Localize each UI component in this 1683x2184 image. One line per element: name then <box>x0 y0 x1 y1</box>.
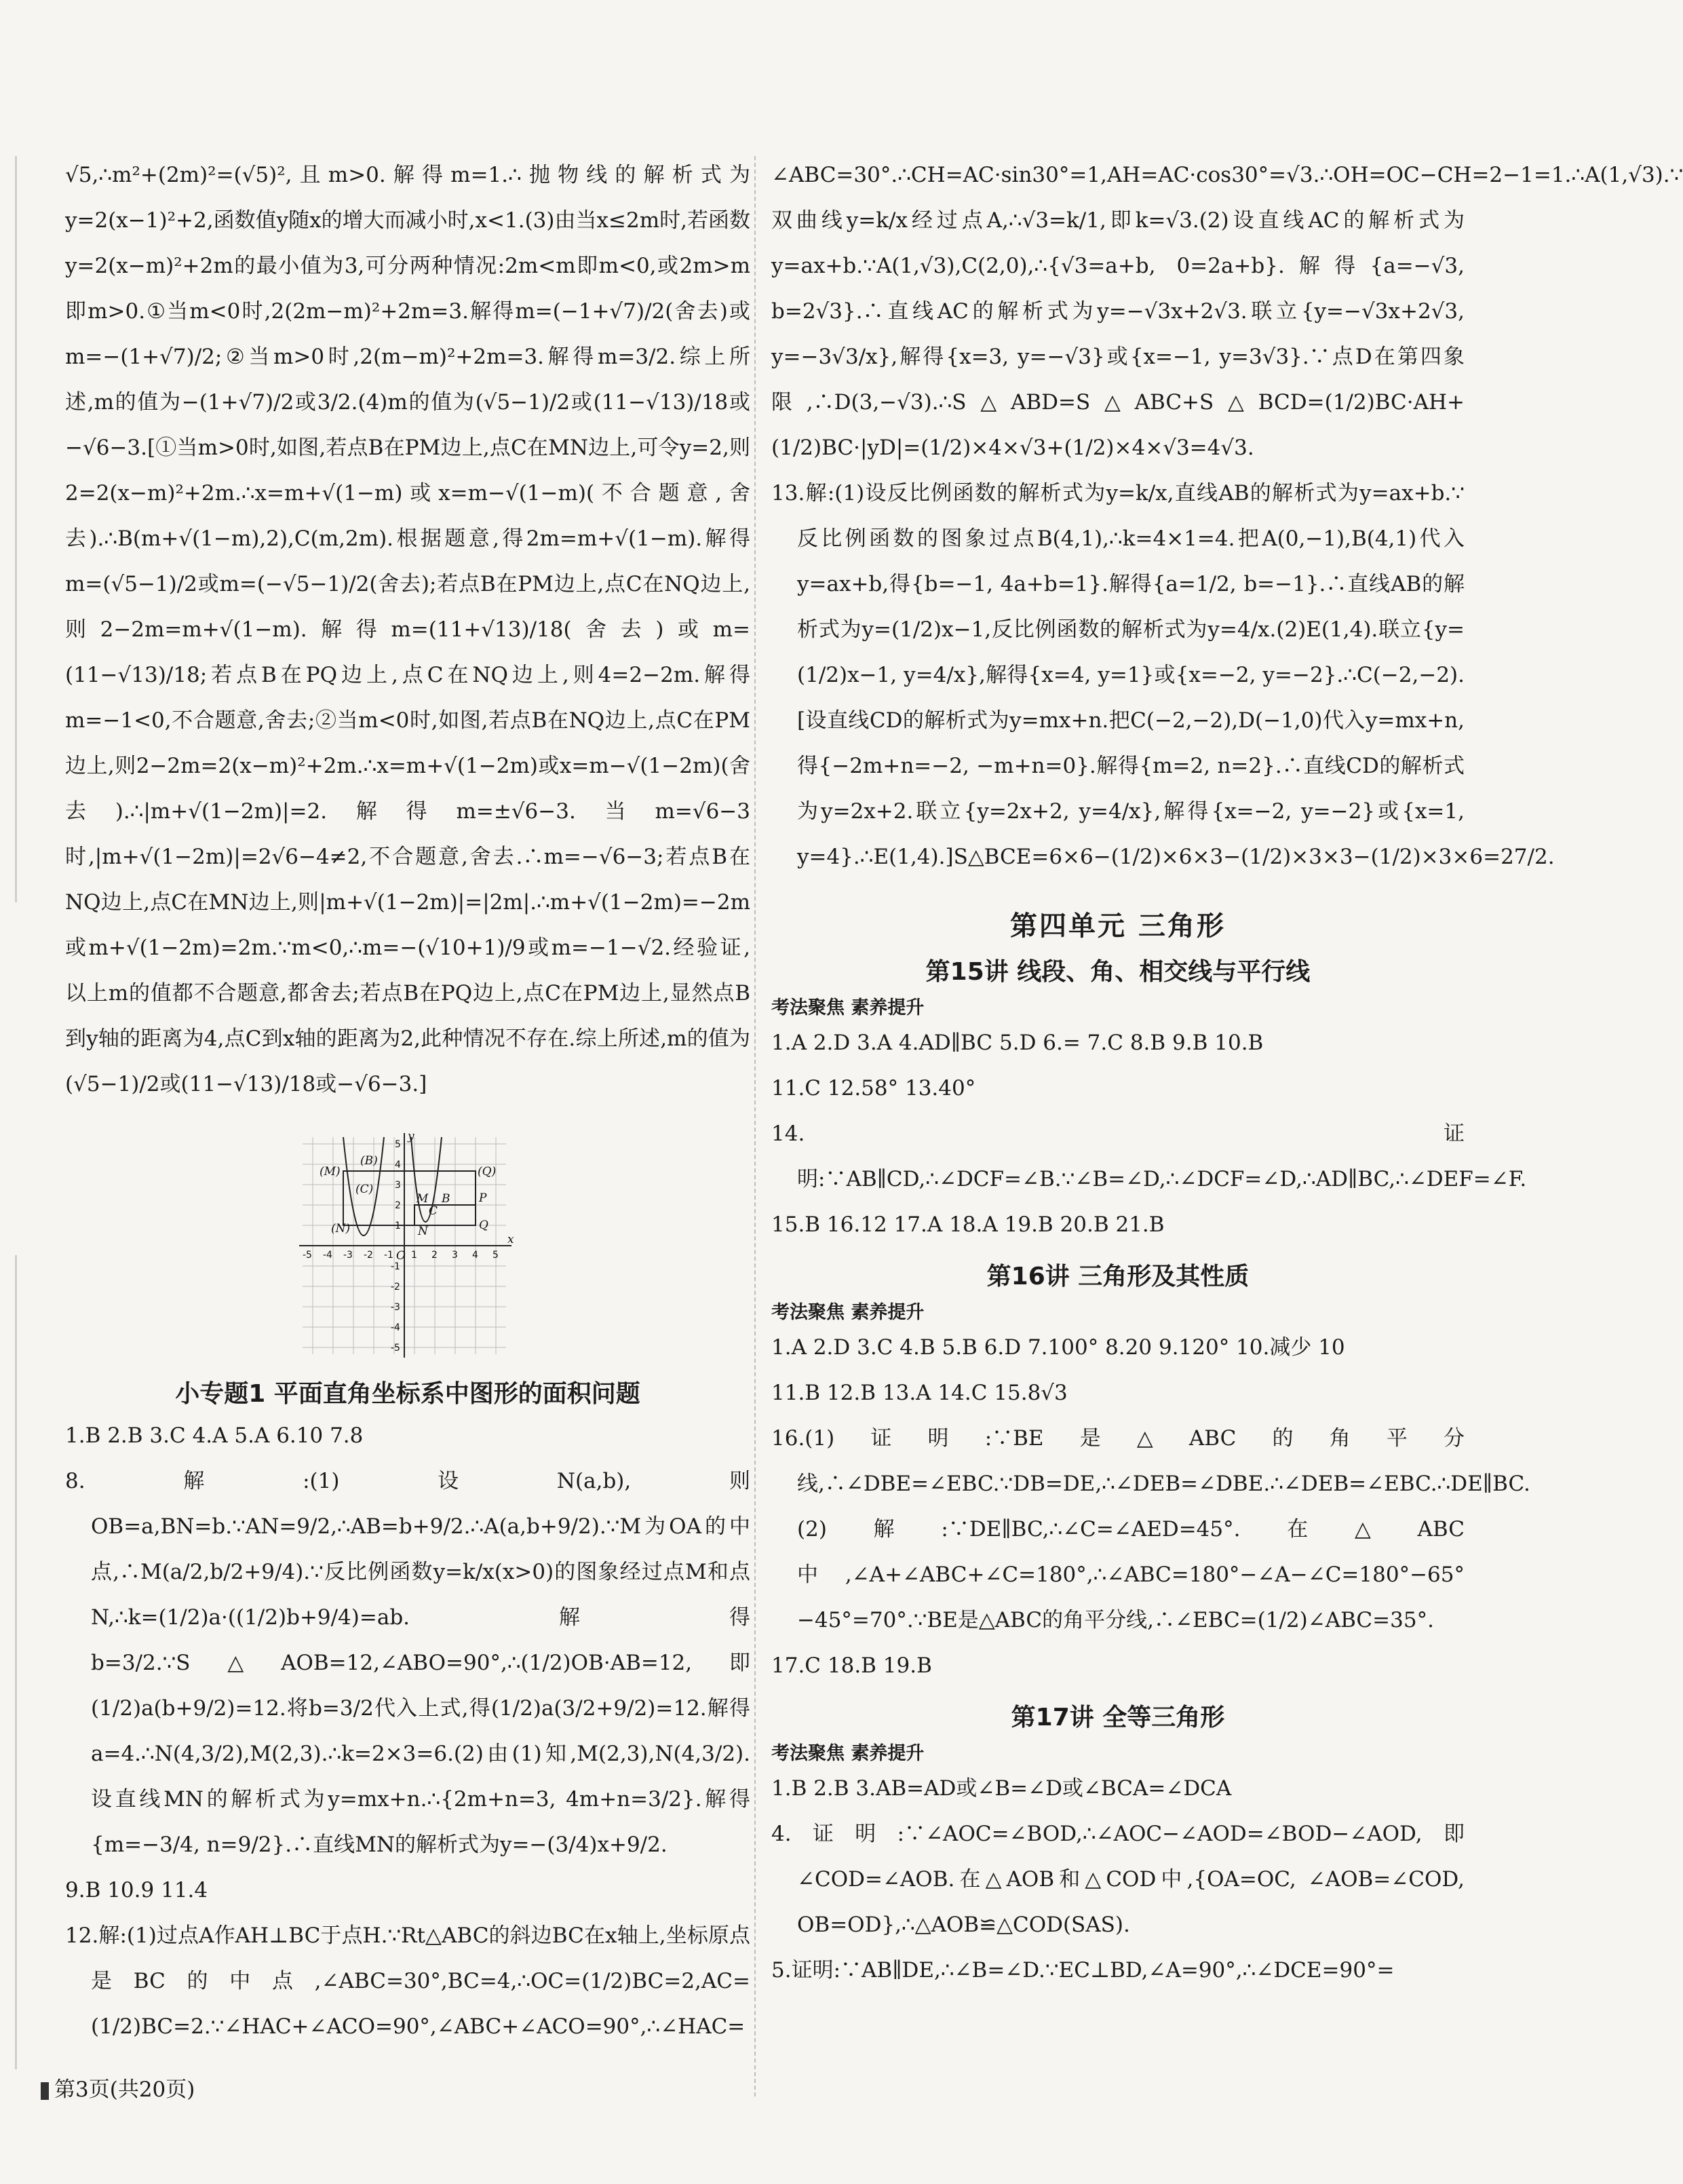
label-axis-y: y <box>408 1130 414 1143</box>
answer-line: 11.C 12.58° 13.40° <box>771 1076 976 1100</box>
y-tick: -2 <box>391 1282 400 1292</box>
label-b-alt: (B) <box>360 1154 378 1168</box>
lecture-17-title: 第17讲 全等三角形 <box>1011 1704 1225 1731</box>
answer-paragraph: 13.解:(1)设反比例函数的解析式为y=k/x,直线AB的解析式为y=ax+b.∵反比例函数的图象过点B(4,1),∴k=4×1=4.把A(0,−1),B(4,1)代入y=ax+b,得{b=−1, 4a+b=1}.解得{a=1/2, b=−1}.∴直线AB的解析式为y=(1/2)x−1,反比例函数的解析式为y=4/x.(2)E(1,4).联立{y=(1/2)x−1, y=4/x},解得{x=4, y=1}或{x=−2, y=−2}.∴C(−2,−2).[设直线CD的解析式为y=mx+n.把C(−2,−2),D(−1,0)代入y=mx+n,得{−2m+n=−2, −m+n=0}.解得{m=2, n=2}.∴直线CD的解析式为y=2x+2.联立{y=2x+2, y=4/x},解得{x=−2, y=−2}或{x=1, y=4}.∴E(1,4).]S△BCE=6×6−(1/2)×6×3−(1/2)×3×3−(1/2)×3×6=27/2. <box>771 481 1555 869</box>
x-tick: -1 <box>384 1250 393 1261</box>
topic-title: 小专题1 平面直角坐标系中图形的面积问题 <box>175 1380 640 1408</box>
answer-paragraph: 4.证明:∵∠AOC=∠BOD,∴∠AOC−∠AOD=∠BOD−∠AOD,即∠COD=∠AOB.在△AOB和△COD中,{OA=OC, ∠AOB=∠COD, OB=OD},∴△AOB≌△COD(SAS). <box>771 1822 1465 1937</box>
label-c-alt: (C) <box>355 1183 374 1196</box>
y-tick: 1 <box>395 1221 401 1231</box>
y-tick: -3 <box>391 1302 400 1313</box>
label-b: B <box>442 1192 450 1206</box>
answer-paragraph: 5.证明:∵AB∥DE,∴∠B=∠D.∵EC⊥BD,∠A=90°,∴∠DCE=90°= <box>771 1958 1395 1982</box>
y-tick: -1 <box>391 1261 400 1272</box>
answer-line: 17.C 18.B 19.B <box>771 1653 932 1678</box>
x-tick: 2 <box>431 1250 438 1261</box>
label-n: N <box>418 1225 428 1238</box>
page-footer <box>41 2072 195 2103</box>
label-q: Q <box>479 1219 488 1232</box>
label-c: C <box>429 1204 438 1218</box>
x-tick: -4 <box>323 1250 332 1261</box>
y-tick: 3 <box>395 1180 401 1191</box>
x-tick: -3 <box>343 1250 353 1261</box>
y-tick: 5 <box>395 1139 401 1150</box>
unit-title: 第四单元 三角形 <box>1010 911 1226 942</box>
page-number: 第3页(共20页) <box>54 2077 195 2102</box>
rectangle-inner <box>414 1205 476 1225</box>
x-tick: 4 <box>472 1250 478 1261</box>
label-origin: O <box>396 1249 406 1263</box>
x-tick: 5 <box>492 1250 499 1261</box>
answer-line: 1.A 2.D 3.A 4.AD∥BC 5.D 6.= 7.C 8.B 9.B 10.B <box>771 1031 1264 1055</box>
answer-paragraph: 12.解:(1)过点A作AH⊥BC于点H.∵Rt△ABC的斜边BC在x轴上,坐标原点是BC的中点,∠ABC=30°,BC=4,∴OC=(1/2)BC=2,AC=(1/2)BC=2.∵∠HAC+∠ACO=90°,∠ABC+∠ACO=90°,∴∠HAC= <box>65 1923 750 2039</box>
binding-edge-mark <box>15 156 17 902</box>
answer-paragraph: √5,∴m²+(2m)²=(√5)²,且m>0.解得m=1.∴抛物线的解析式为y=2(x−1)²+2,函数值y随x的增大而减小时,x<1.(3)由当x≤2m时,若函数y=2(x−m)²+2m的最小值为3,可分两种情况:2m<m即m<0,或2m>m即m>0.①当m<0时,2(2m−m)²+2m=3.解得m=(−1+√7)/2(舍去)或m=−(1+√7)/2;②当m>0时,2(m−m)²+2m=3.解得m=3/2.综上所述,m的值为−(1+√7)/2或3/2.(4)m的值为(√5−1)/2或(11−√13)/18或−√6−3.[①当m>0时,如图,若点B在PM边上,点C在MN边上,可令y=2,则2=2(x−m)²+2m.∴x=m+√(1−m)或x=m−√(1−m)(不合题意,舍去).∴B(m+√(1−m),2),C(m,2m).根据题意,得2m=m+√(1−m).解得m=(√5−1)/2或m=(−√5−1)/2(舍去);若点B在PM边上,点C在NQ边上,则2−2m=m+√(1−m).解得m=(11+√13)/18(舍去)或m=(11−√13)/18;若点B在PQ边上,点C在NQ边上,则4=2−2m.解得m=−1<0,不合题意,舍去;②当m<0时,如图,若点B在NQ边上,点C在PM边上,则2−2m=2(x−m)²+2m.∴x=m+√(1−2m)或x=m−√(1−2m)(舍去).∴|m+√(1−2m)|=2.解得m=±√6−3.当m=√6−3时,|m+√(1−2m)|=2√6−4≠2,不合题意,舍去.∴m=−√6−3;若点B在NQ边上,点C在MN边上,则|m+√(1−2m)|=|2m|.∴m+√(1−2m)=−2m或m+√(1−2m)=2m.∵m<0,∴m=−(√10+1)/9或m=−1−√2.经验证,以上m的值都不合题意,都舍去;若点B在PQ边上,点C在PM边上,显然点B到y轴的距离为4,点C到x轴的距离为2,此种情况不存在.综上所述,m的值为(√5−1)/2或(11−√13)/18或−√6−3.] <box>65 163 750 1096</box>
parabola-coordinate-figure <box>296 1130 520 1361</box>
binding-edge-mark <box>15 1255 17 2069</box>
x-tick: -2 <box>364 1250 373 1261</box>
answer-line: 1.B 2.B 3.AB=AD或∠B=∠D或∠BCA=∠DCA <box>771 1776 1232 1801</box>
x-tick: 1 <box>411 1250 417 1261</box>
y-tick: -5 <box>391 1343 400 1354</box>
lecture-16-title: 第16讲 三角形及其性质 <box>986 1263 1250 1290</box>
label-n-alt: (N) <box>331 1222 351 1235</box>
section-subtitle: 考法聚焦 素养提升 <box>771 1302 925 1323</box>
y-tick: 4 <box>395 1160 401 1170</box>
answer-paragraph: ∠ABC=30°.∴CH=AC·sin30°=1,AH=AC·cos30°=√3.∴OH=OC−CH=2−1=1.∴A(1,√3).∵双曲线y=k/x经过点A,∴√3=k/1,即k=√3.(2)设直线AC的解析式为y=ax+b.∵A(1,√3),C(2,0),∴{√3=a+b, 0=2a+b}.解得{a=−√3, b=2√3}.∴直线AC的解析式为y=−√3x+2√3.联立{y=−√3x+2√3, y=−3√3/x},解得{x=3, y=−√3}或{x=−1, y=3√3}.∵点D在第四象限,∴D(3,−√3).∴S△ABD=S△ABC+S△BCD=(1/2)BC·AH+(1/2)BC·|yD|=(1/2)×4×√3+(1/2)×4×√3=4√3. <box>771 163 1683 460</box>
label-m-alt: (M) <box>320 1165 341 1179</box>
right-column <box>771 153 1683 1993</box>
y-tick: -4 <box>391 1322 400 1333</box>
answer-line: 9.B 10.9 11.4 <box>65 1878 208 1902</box>
y-tick: 2 <box>395 1200 401 1211</box>
answer-paragraph: 16.(1)证明:∵BE是△ABC的角平分线,∴∠DBE=∠EBC.∵DB=DE,∴∠DEB=∠DBE.∴∠DEB=∠EBC.∴DE∥BC.(2)解:∵DE∥BC,∴∠C=∠AED=45°.在△ABC中,∠A+∠ABC+∠C=180°,∴∠ABC=180°−∠A−∠C=180°−65°−45°=70°.∵BE是△ABC的角平分线,∴∠EBC=(1/2)∠ABC=35°. <box>771 1426 1530 1632</box>
left-column <box>65 153 750 2050</box>
label-q-alt: (Q) <box>478 1165 497 1179</box>
answer-line: 1.A 2.D 3.C 4.B 5.B 6.D 7.100° 8.20 9.120° 10.减少 10 <box>771 1335 1345 1360</box>
answer-line: 1.B 2.B 3.C 4.A 5.A 6.10 7.8 <box>65 1423 364 1448</box>
label-axis-x: x <box>507 1233 514 1246</box>
answer-paragraph: 14.证明:∵AB∥CD,∴∠DCF=∠B.∵∠B=∠D,∴∠DCF=∠D,∴AD∥BC,∴∠DEF=∠F. <box>771 1122 1527 1191</box>
answer-line: 11.B 12.B 13.A 14.C 15.8√3 <box>771 1381 1068 1405</box>
answer-paragraph: 8.解:(1)设N(a,b),则OB=a,BN=b.∵AN=9/2,∴AB=b+9/2.∴A(a,b+9/2).∵M为OA的中点,∴M(a/2,b/2+9/4).∵反比例函数y=k/x(x>0)的图象经过点M和点N,∴k=(1/2)a·((1/2)b+9/4)=ab.解得b=3/2.∵S△AOB=12,∠ABO=90°,∴(1/2)OB·AB=12,即(1/2)a(b+9/2)=12.将b=3/2代入上式,得(1/2)a(3/2+9/2)=12.解得a=4.∴N(4,3/2),M(2,3).∴k=2×3=6.(2)由(1)知,M(2,3),N(4,3/2).设直线MN的解析式为y=mx+n.∴{2m+n=3, 4m+n=3/2}.解得{m=−3/4, n=9/2}.∴直线MN的解析式为y=−(3/4)x+9/2. <box>65 1469 750 1857</box>
section-subtitle: 考法聚焦 素养提升 <box>771 1743 925 1764</box>
label-m: M <box>417 1192 429 1206</box>
footer-mark <box>41 2082 49 2100</box>
column-divider <box>754 156 756 2096</box>
section-subtitle: 考法聚焦 素养提升 <box>771 997 925 1018</box>
x-tick: -5 <box>303 1250 312 1261</box>
answer-line: 15.B 16.12 17.A 18.A 19.B 20.B 21.B <box>771 1212 1165 1237</box>
rectangle-mnqp <box>343 1171 476 1225</box>
x-tick: 3 <box>452 1250 458 1261</box>
lecture-15-title: 第15讲 线段、角、相交线与平行线 <box>925 958 1311 986</box>
label-p: P <box>479 1191 487 1205</box>
